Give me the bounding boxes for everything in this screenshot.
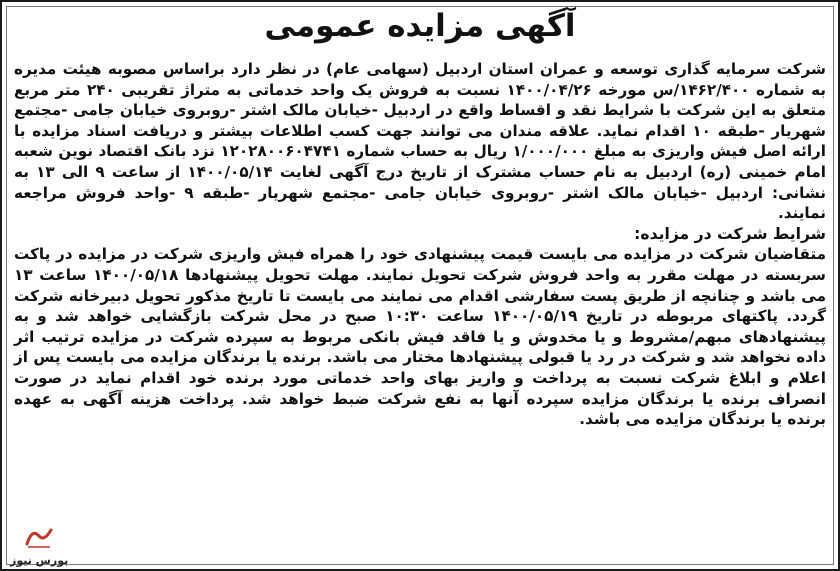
source-label: بورس نیوز [10,554,69,567]
company-name: شرکت سرمایه گذاری توسعه و عمران استان اردبیل (سهامی عام) [326,60,826,78]
news-logo-icon [24,524,54,550]
notice-body [14,59,826,430]
conditions-heading: شرایط شرکت در مزایده: [634,224,826,243]
notice-paragraph-2: متقاضیان شرکت در مزایده می بایست قیمت پیشنهادی خود را همراه فیش واریزی شرکت در مزایده در پاکت سربسته در مهلت مقرر به واحد فروش شرکت تحویل نمایند. مهلت تحویل پیشنهادها ۱۴۰۰/۰۵/۱۸ ساعت ۱۳ می باشد و چنانچه از طریق پست سفارشی اقدام می نمایند می بایست تا تاریخ مذکور تحویل دبیرخانه شرکت گردد. پاکتهای مربوطه در تاریخ ۱۴۰۰/۰۵/۱۹ ساعت ۱۰:۳۰ صبح در محل شرکت بازگشایی خواهد شد و به پیشنهادهای مبهم/مشروط و یا مخدوش و یا فاقد فیش بانکی مربوط به سپرده شرکت در مزایده ترتیب اثر داده نخواهد شد و شرکت در رد یا قبولی پیشنهادها مختار می باشد. برنده یا برندگان مزایده می بایست پس از اعلام و ابلاغ شرکت نسبت به پرداخت و واریز بهای واحد خدماتی مورد برنده خود اقدام نماید در صورت انصراف برنده یا برندگان مزایده سپرده آنها به نفع شرکت ضبط خواهد شد. پرداخت هزینه آگهی به عهده برنده یا برندگان مزایده می باشد. [14,245,826,429]
paragraph-1-text: در نظر دارد براساس مصوبه هیئت مدیره به شماره ۱۴۶۲/۴۰۰/س مورخه ۱۴۰۰/۰۴/۲۶ نسبت به فروش یک واحد خدماتی به متراژ تقریبی ۲۴۰ متر مربع متعلق به این شرکت با شرایط نقد و اقساط واقع در اردبیل -خیابان مالک اشتر -روبروی خیابان جامی -مجتمع شهریار -طبقه ۱۰ اقدام نماید. علاقه مندان می توانند جهت کسب اطلاعات بیشتر و دریافت اسناد مزایده با ارائه اصل فیش واریزی به مبلغ ۱/۰۰۰/۰۰۰ ریال به حساب شماره ۱۲۰۲۸۰۰۶۰۴۷۴۱ نزد بانک اقتصاد نوین شعبه امام خمینی (ره) اردبیل به نام حساب مشترک از تاریخ درج آگهی لغایت ۱۴۰۰/۰۵/۱۴ از ساعت ۹ الی ۱۳ به نشانی: اردبیل -خیابان مالک اشتر -روبروی خیابان جامی -مجتمع شهریار -طبقه ۹ -واحد فروش مراجعه نمایند. [14,60,827,223]
notice-title: آگهی مزایده عمومی [264,8,576,44]
notice-paragraph-1 [14,59,826,224]
